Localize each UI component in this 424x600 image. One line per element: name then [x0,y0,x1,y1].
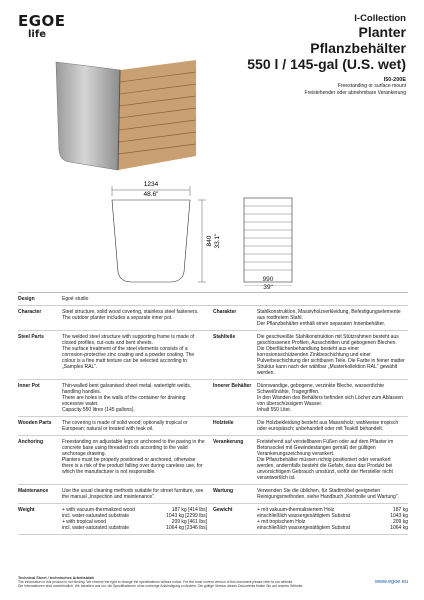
spec-text-en: Freestanding on adjustable legs or anchored to the paving in the concrete base using threaded rods according to the valid anchorage drawing. [62,439,205,457]
weight-item-label: incl. water-saturated substrate [62,513,129,519]
weight-item-label: + mit tropischem Holz [257,519,306,525]
brand-logo [18,14,66,40]
spec-text-de: In den Wänden des Behälters befinden sich Löcher zum Ablassen von überschüssigem Wasser. [257,395,403,407]
side-view [244,198,292,286]
weight-label: Weight [18,507,35,513]
brand-sub: life [28,29,46,40]
spec-text-en: Steel structure, solid wood covering, stainless steel fasteners. [62,309,199,315]
spec-text-de: Stahlkonstruktion, Massivholzverkleidung, Befestigungselemente aus rostfreiem Stahl. [257,309,401,321]
spec-text-de: Die geschweißte Stahlkonstruktion mit Stützrahmen besteht aus geschlossenen Profilen, Ausschnitten und gebogenen Blechen. [257,334,399,346]
spec-label-en: Maintenance [18,488,49,494]
design-value: Egoé studio [62,296,89,302]
spec-label-en: Anchoring [18,439,43,445]
spec-text-en: There are holes in the walls of the container for draining excessive water. [62,395,186,407]
capacity-title: 550 l / 145-gal (U.S. wet) [247,56,406,72]
spec-text-en: The welded steel structure with supporting frame is made of closed profiles, cut-outs and bent sheets. [62,334,195,346]
spec-value-en [62,380,213,416]
spec-label-de: Innerer Behälter [213,383,252,389]
spec-row [18,417,408,436]
spec-value-de [257,306,408,330]
spec-table [18,292,408,535]
title-de: Pflanzbehälter [310,40,406,56]
spec-text-en: Planters must be properly positioned or anchored, otherwise there is a risk of the product falling over during careless use, for which the manufacturer is not responsible. [62,457,203,475]
spec-label-de: Wartung [213,488,234,494]
spec-text-de: Dünnwandige, gebogene, verzinkte Bleche, wasserdichte Schweißnähte, Tragegriffen. [257,383,385,395]
spec-label-de: Verankerung [213,439,244,445]
weight-item-label: einschließlich wassergesättigtem Substrat [257,513,351,519]
website-link[interactable]: www.egoe.eu [374,579,408,585]
weight-label-de: Gewicht [213,507,233,513]
spec-value-en [62,331,213,379]
spec-value-en [62,436,213,484]
spec-label-de: Charakter [213,309,237,315]
spec-text-en: Use the usual cleaning methods suitable for street furniture, see the manual „Inspection and maintenance". [62,488,204,500]
weight-item-value: 187 kg [392,507,408,513]
technical-drawing [0,180,424,286]
weight-item-label: + with tropical wood [62,519,107,525]
height-mm: 840 [206,235,213,247]
spec-text-en: The covering is made of solid wood; optionally tropical or European; natural or treated with teak oil. [62,420,188,432]
product-code: I50-200E [383,77,406,83]
weight-values-en [62,504,213,534]
spec-row [18,380,408,417]
wood-slats [118,60,196,170]
spec-text-de: Die Pflanzbehälter müssen richtig positioniert oder verankert werden, andernfalls besteht die Gefahr, dass das Produkt bei unvorsichtigem Gebrauch umstürzt, wofür der Hersteller nicht verantwortlich ist. [257,457,393,481]
spec-text-de: Die Oberflächenbehandlung besteht aus einer korrosionsschützenden Zinkbeschichtung und einer Pulverbeschichtung der sichtbaren Teile. Die Farbe in feiner matter Struktur kann nach der wählbar „Musterkollektion RAL" gewählt werden. [257,346,405,376]
brand-name: EGOE [18,12,66,30]
spec-label-en: Steel Parts [18,334,44,340]
weight-item-value: 187 kg [414 lbs] [171,507,207,513]
weight-item-value: 1064 kg [2346 lbs] [166,525,207,531]
weight-line [257,525,408,531]
spec-label-de: Holzteile [213,420,234,426]
depth-mm: 990 [262,276,274,283]
weight-item-value: 1043 kg [390,513,408,519]
weight-item-label: einschließlich wassergesättigtem Substrat [257,525,351,531]
spec-value-de [257,417,408,435]
spec-value-de [257,380,408,416]
spec-label-en: Wooden Parts [18,420,52,426]
weight-line [62,525,207,531]
height-in: 33.1" [214,233,221,249]
description-de: Freistehender oder abnehmbare Verankerung [304,90,406,96]
spec-text-de: Freistehend auf verstellbaren Füßen oder auf dem Pflaster im Betonsockel mit Gewindestangen gemäß der gültigen Verankerungszeichnung verankert. [257,439,394,457]
weight-item-label: + with vacuum-thermalized wood [62,507,135,513]
weight-item-value: 209 kg [392,519,408,525]
product-header [247,13,406,97]
weight-values-de [257,504,408,534]
spec-row [18,331,408,380]
spec-label-en: Character [18,309,42,315]
footer [18,576,408,589]
collection-name: I-Collection [354,13,406,24]
spec-value-en [62,417,213,435]
weight-item-value: 1064 kg [390,525,408,531]
weight-item-value: 209 kg [461 lbs] [171,519,207,525]
spec-value-en [62,306,213,330]
depth-in: 39" [263,284,273,291]
spec-text-de: Inhalt 550 Liter. [257,407,292,413]
weight-item-value: 1043 kg [2299 lbs] [166,513,207,519]
footer-disclaimer-en: The information in this product is not binding. We reserve the right to change the specifications without notice. For the most current version of this document please refer to our website. [18,580,294,585]
spec-row [18,485,408,504]
spec-value-de [257,331,408,379]
spec-label-en: Inner Pot [18,383,40,389]
spec-row [18,436,408,485]
spec-label-de: Stahlteile [213,334,236,340]
width-in: 48.6" [143,191,159,198]
spec-text-en: The outdoor planter includes a separate inner pot. [62,315,173,321]
width-mm: 1234 [143,181,159,188]
spec-value-de [257,436,408,484]
spec-row [18,306,408,331]
product-photo [48,58,198,176]
spec-text-de: Der Pflanzbehälter enthält einen separaten Innenbehälter. [257,321,386,327]
weight-item-label: incl. water-saturated substrate [62,525,129,531]
front-view [112,186,206,282]
spec-text-de: Die Holzbekleidung besteht aus Massivholz; wahlweise tropisch oder europäisch; unbehandelt oder mit Teaköl behandelt. [257,420,399,432]
spec-value-en [62,485,213,503]
spec-text-en: The surface treatment of the steel elements consists of a corrosion-protective zinc coating and a powder coating. The colour is a fine matt texture can be selected according to „Samples RAL". [62,346,195,370]
title-en: Planter [358,24,406,40]
weight-row [18,504,408,535]
spec-text-de: Verwenden Sie die üblichen, für Stadtmöbel geeigneten Reinigungsmethoden, siehe Handbuch „Kontrolle und Wartung". [257,488,399,500]
weight-item-label: + mit vakuum-thermalisiertem Holz [257,507,335,513]
footer-title: Technical Sheet / technisches Arbeitsblatt [18,576,94,580]
spec-text-en: Thin-walled bent galvanised sheet metal, watertight welds, handling handles. [62,383,192,395]
spec-value-de [257,485,408,503]
design-label: Design [18,296,35,302]
design-row [18,293,408,306]
description-en: Freestanding or surface mount [337,83,406,89]
spec-text-en: Capacity 550 litres (145 gallons). [62,407,135,413]
footer-disclaimer-de: Die Informationen sind unverbindlich. Wir behalten uns vor, die Spezifikationen ohne vorherige Ankündigung zu ändern. Die gültige Version dieses Dokuments finden Sie auf unserer Website. [18,584,304,589]
